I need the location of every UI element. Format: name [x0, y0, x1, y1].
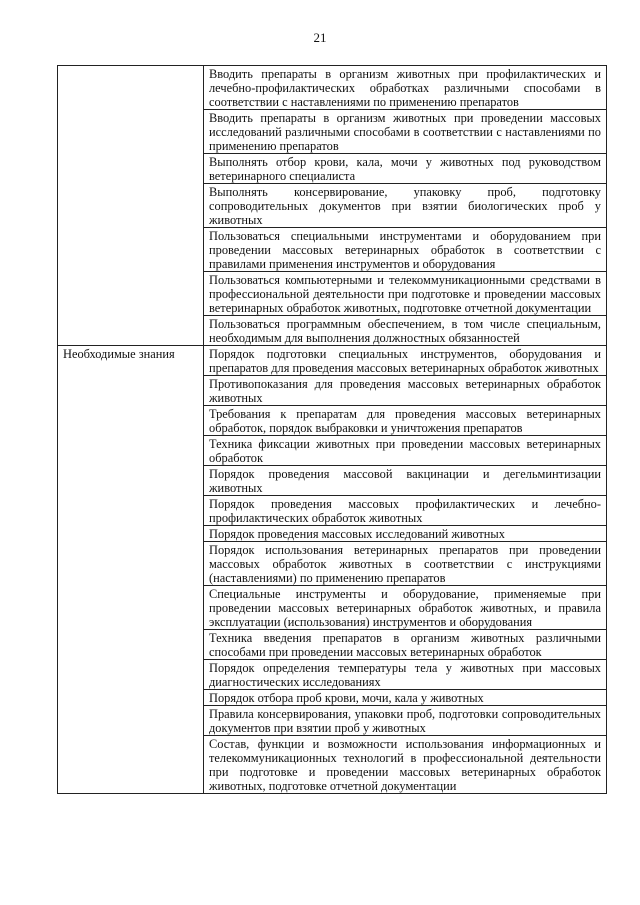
- requirement-cell: Состав, функции и возможности использования информационных и телекоммуникационных технологий в профессиональной деятельности при подготовке и проведении массовых ветеринарных обработок животных, подготовке отчетной документации: [204, 736, 607, 794]
- requirement-cell: Техника фиксации животных при проведении массовых ветеринарных обработок: [204, 436, 607, 466]
- requirement-cell: Порядок отбора проб крови, мочи, кала у животных: [204, 690, 607, 706]
- requirement-cell: Выполнять отбор крови, кала, мочи у животных под руководством ветеринарного специалиста: [204, 154, 607, 184]
- requirement-cell: Порядок подготовки специальных инструментов, оборудования и препаратов для проведения массовых ветеринарных обработок животных: [204, 346, 607, 376]
- requirement-cell: Требования к препаратам для проведения массовых ветеринарных обработок, порядок выбраковки и уничтожения препаратов: [204, 406, 607, 436]
- requirement-cell: Порядок проведения массовых исследований животных: [204, 526, 607, 542]
- table-row: [58, 66, 607, 110]
- page-number: 21: [313, 30, 327, 45]
- requirement-cell: Специальные инструменты и оборудование, применяемые при проведении массовых ветеринарных обработок животных, и правила эксплуатации (использования) инструментов и оборудования: [204, 586, 607, 630]
- requirement-cell: Порядок проведения массовых профилактических и лечебно-профилактических обработок животных: [204, 496, 607, 526]
- section-label: [58, 66, 204, 346]
- requirement-cell: Пользоваться компьютерными и телекоммуникационными средствами в профессиональной деятельности при подготовке и проведении массовых ветеринарных обработок животных, подготовке отчетной документации: [204, 272, 607, 316]
- requirement-cell: Вводить препараты в организм животных при профилактических и лечебно-профилактических обработках различными способами в соответствии с наставлениями по применению препаратов: [204, 66, 607, 110]
- requirement-cell: Вводить препараты в организм животных при проведении массовых исследований различными способами в соответствии с наставлениями по применению препаратов: [204, 110, 607, 154]
- requirement-cell: Порядок определения температуры тела у животных при массовых диагностических исследованиях: [204, 660, 607, 690]
- requirement-cell: Правила консервирования, упаковки проб, подготовки сопроводительных документов при взятии проб у животных: [204, 706, 607, 736]
- requirement-cell: Техника введения препаратов в организм животных различными способами при проведении массовых ветеринарных обработок: [204, 630, 607, 660]
- requirement-cell: Порядок использования ветеринарных препаратов при проведении массовых обработок животных в соответствии с инструкциями (наставлениями) по применению препаратов: [204, 542, 607, 586]
- requirement-cell: Выполнять консервирование, упаковку проб, подготовку сопроводительных документов при взятии биологических проб у животных: [204, 184, 607, 228]
- table-row: [58, 346, 607, 376]
- requirement-cell: Порядок проведения массовой вакцинации и дегельминтизации животных: [204, 466, 607, 496]
- requirement-cell: Пользоваться программным обеспечением, в том числе специальным, необходимым для выполнения должностных обязанностей: [204, 316, 607, 346]
- requirement-cell: Противопоказания для проведения массовых ветеринарных обработок животных: [204, 376, 607, 406]
- section-label: Необходимые знания: [58, 346, 204, 794]
- requirement-cell: Пользоваться специальными инструментами и оборудованием при проведении массовых ветеринарных обработок в соответствии с правилами применения инструментов и оборудования: [204, 228, 607, 272]
- requirements-table: [57, 65, 607, 794]
